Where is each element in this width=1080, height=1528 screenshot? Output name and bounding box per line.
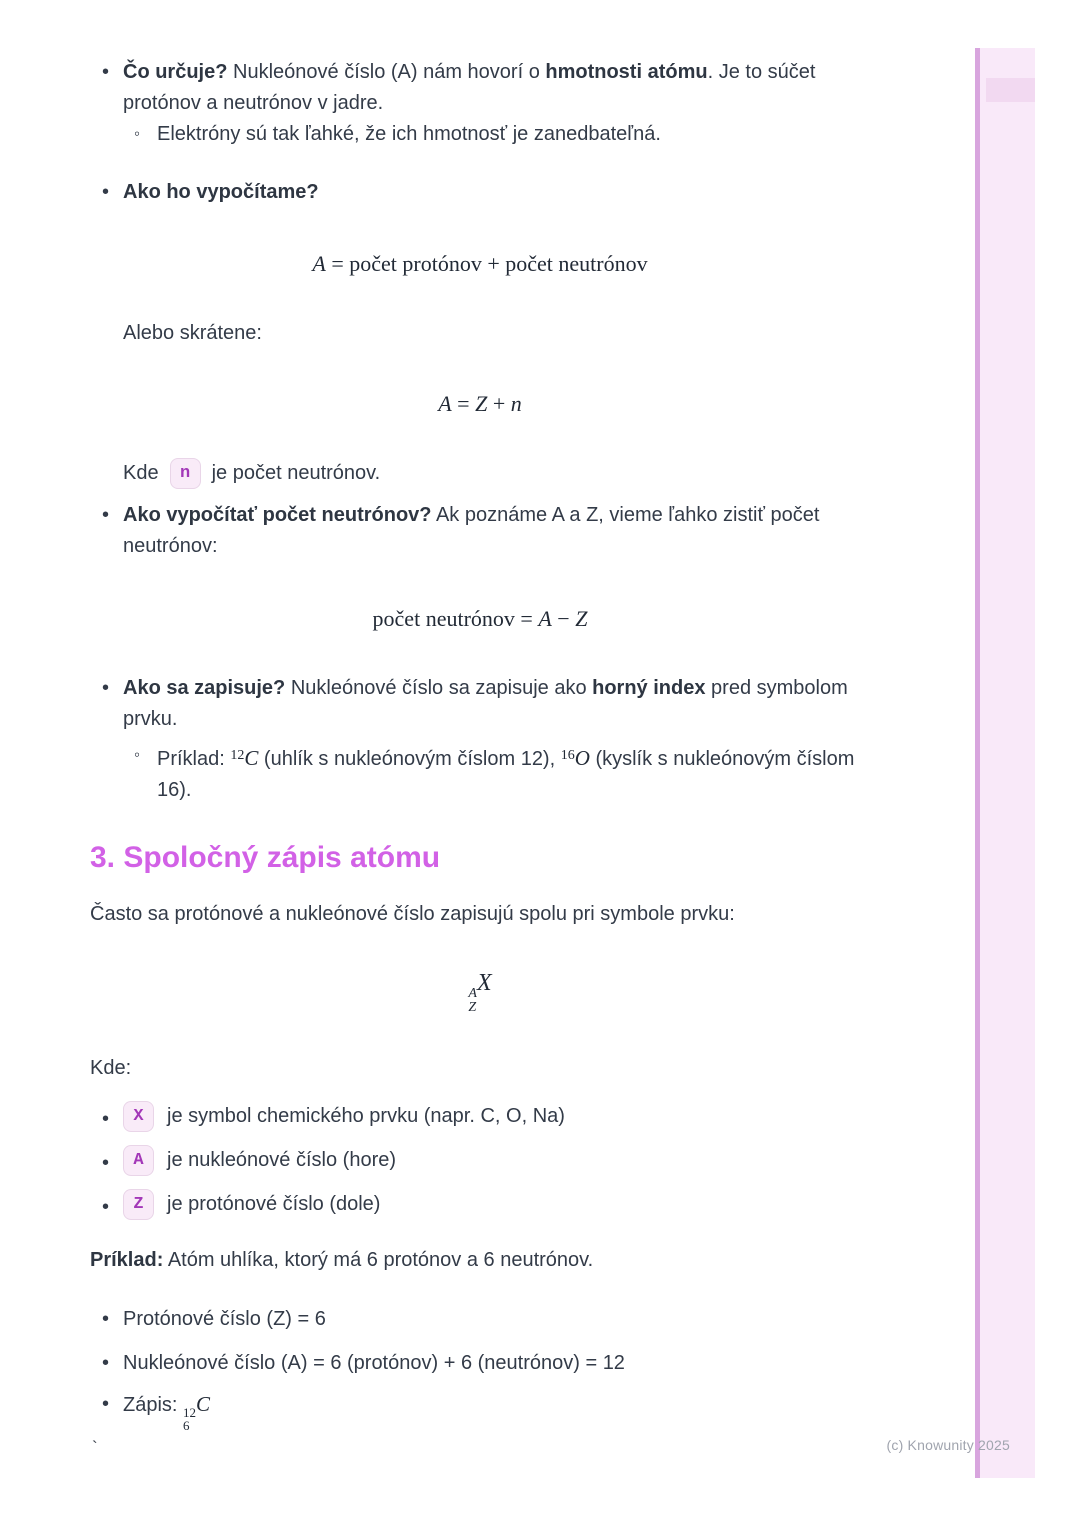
math-variable: Z xyxy=(575,606,588,631)
paragraph-kde-n xyxy=(90,458,870,489)
bullet-zapis xyxy=(90,1389,870,1432)
atomic-number: Z xyxy=(468,1000,477,1015)
bullet-ako-vypocitame xyxy=(90,177,870,208)
math-variable: Z xyxy=(475,391,488,416)
paragraph-casto: Často sa protónové a nukleónové číslo zapisujú spolu pri symbole prvku: xyxy=(90,903,735,925)
isotope-oxygen-16 xyxy=(561,746,590,770)
code-badge-z: Z xyxy=(123,1189,154,1220)
bullet-text: Nukleónové číslo (A) nám hovorí o xyxy=(227,61,546,83)
sup-sub-stack xyxy=(183,1406,196,1432)
bullet-text: Protónové číslo (Z) = 6 xyxy=(123,1308,326,1330)
mass-number: 12 xyxy=(183,1405,197,1420)
formula-neutron-count xyxy=(90,603,870,635)
bullet-disc-icon: • xyxy=(102,1393,110,1415)
bullet-nukleonove-cislo xyxy=(90,1348,870,1379)
mass-number: 16 xyxy=(560,748,575,763)
bullet-text: je nukleónové číslo (hore) xyxy=(167,1149,397,1171)
paragraph-alebo xyxy=(90,318,870,349)
subbullet-text: (kyslík s nukleónovým číslom 16). xyxy=(157,748,855,801)
bullet-text: pred symbolom prvku. xyxy=(123,677,848,730)
bullet-text: Ak poznáme A a Z, vieme ľahko zistiť počet neutrónov: xyxy=(123,504,820,557)
bullet-lead: Ako sa zapisuje? xyxy=(123,677,286,699)
mass-number: A xyxy=(468,986,477,1001)
element-symbol: O xyxy=(574,746,590,770)
section-heading-spolocny-zapis: 3. Spoločný zápis atómu xyxy=(90,841,441,874)
subbullet-text: Príklad: xyxy=(157,748,231,770)
paragraph-text: Kde xyxy=(123,462,159,484)
math-variable: A xyxy=(438,391,452,416)
subbullet-elektrony xyxy=(90,119,870,150)
bullet-text: . Je to súčet protónov a neutrónov v jadre. xyxy=(123,61,816,114)
math-text: = počet protónov + počet neutrónov xyxy=(325,251,648,276)
bullet-disc-icon: • xyxy=(102,677,110,699)
formula-azx-notation xyxy=(90,967,870,1015)
page-margin-stripe xyxy=(975,48,1035,1478)
element-symbol: X xyxy=(476,970,492,996)
bullet-text: Nukleónové číslo (A) = 6 (protónov) + 6 (neutrónov) = 12 xyxy=(123,1352,625,1374)
math-text: počet neutrónov = xyxy=(372,606,539,631)
bullet-text: Zápis: xyxy=(123,1394,184,1416)
bullet-disc-icon: • xyxy=(102,1352,110,1374)
stripe-highlight xyxy=(986,78,1035,102)
copyright-footer: (c) Knowunity 2025 xyxy=(886,1437,1010,1453)
paragraph-text: Atóm uhlíka, ktorý má 6 protónov a 6 neutrónov. xyxy=(163,1249,594,1271)
bullet-ako-sa-zapisuje xyxy=(90,673,870,735)
bullet-co-urcuje xyxy=(90,57,870,119)
bullet-circle-icon: ◦ xyxy=(134,124,141,143)
formula-nucleon-sum xyxy=(90,248,870,280)
bullet-badge-z xyxy=(90,1189,870,1220)
sup-sub-stack xyxy=(468,987,477,1015)
bullet-badge-x xyxy=(90,1101,870,1132)
bullet-circle-icon: ◦ xyxy=(134,745,141,764)
math-operator: + xyxy=(487,391,511,416)
code-badge-a: A xyxy=(123,1145,154,1176)
bullet-text: je protónové číslo (dole) xyxy=(167,1193,381,1215)
math-variable: A xyxy=(538,606,552,631)
paragraph-lead: Príklad: xyxy=(90,1249,164,1271)
paragraph-kde2: Kde: xyxy=(90,1057,132,1079)
bullet-lead: Ako vypočítať počet neutrónov? xyxy=(123,504,432,526)
code-badge-n: n xyxy=(170,458,201,489)
paragraph-text: Alebo skrátene: xyxy=(123,322,262,344)
bullet-disc-icon: • xyxy=(102,1196,110,1218)
math-variable: n xyxy=(510,391,522,416)
mass-number: 12 xyxy=(230,748,245,763)
bullet-emphasis: horný index xyxy=(592,677,706,699)
isotope-carbon-12 xyxy=(230,746,258,770)
bullet-disc-icon: • xyxy=(102,1152,110,1174)
subbullet-priklad-izotopy xyxy=(90,740,870,806)
element-symbol: C xyxy=(244,746,259,770)
paragraph-priklad xyxy=(90,1245,870,1276)
subbullet-text: Elektróny sú tak ľahké, že ich hmotnosť je zanedbateľná. xyxy=(157,123,661,145)
bullet-text: je symbol chemického prvku (napr. C, O, Na) xyxy=(167,1105,565,1127)
atomic-number: 6 xyxy=(183,1418,190,1433)
code-badge-x: X xyxy=(123,1101,154,1132)
bullet-disc-icon: • xyxy=(102,181,110,203)
bullet-lead: Čo určuje? xyxy=(123,61,228,83)
stray-backtick: ` xyxy=(92,1438,98,1457)
bullet-ako-vypocitat-neutrony xyxy=(90,500,870,562)
math-variable: A xyxy=(312,251,326,276)
element-symbol: C xyxy=(196,1392,211,1416)
bullet-badge-a xyxy=(90,1145,870,1176)
document-content xyxy=(90,44,870,1432)
bullet-disc-icon: • xyxy=(102,1308,110,1330)
math-operator: − xyxy=(551,606,576,631)
subbullet-text: (uhlík s nukleónovým číslom 12), xyxy=(258,748,561,770)
paragraph-text: je počet neutrónov. xyxy=(211,462,381,484)
bullet-protonove-cislo xyxy=(90,1304,870,1335)
bullet-lead: Ako ho vypočítame? xyxy=(123,181,319,203)
bullet-disc-icon: • xyxy=(102,61,110,83)
bullet-disc-icon: • xyxy=(102,1108,110,1130)
bullet-emphasis: hmotnosti atómu xyxy=(545,61,708,83)
bullet-disc-icon: • xyxy=(102,504,110,526)
formula-a-z-n xyxy=(90,388,870,420)
math-operator: = xyxy=(451,391,476,416)
bullet-text: Nukleónové číslo sa zapisuje ako xyxy=(285,677,593,699)
